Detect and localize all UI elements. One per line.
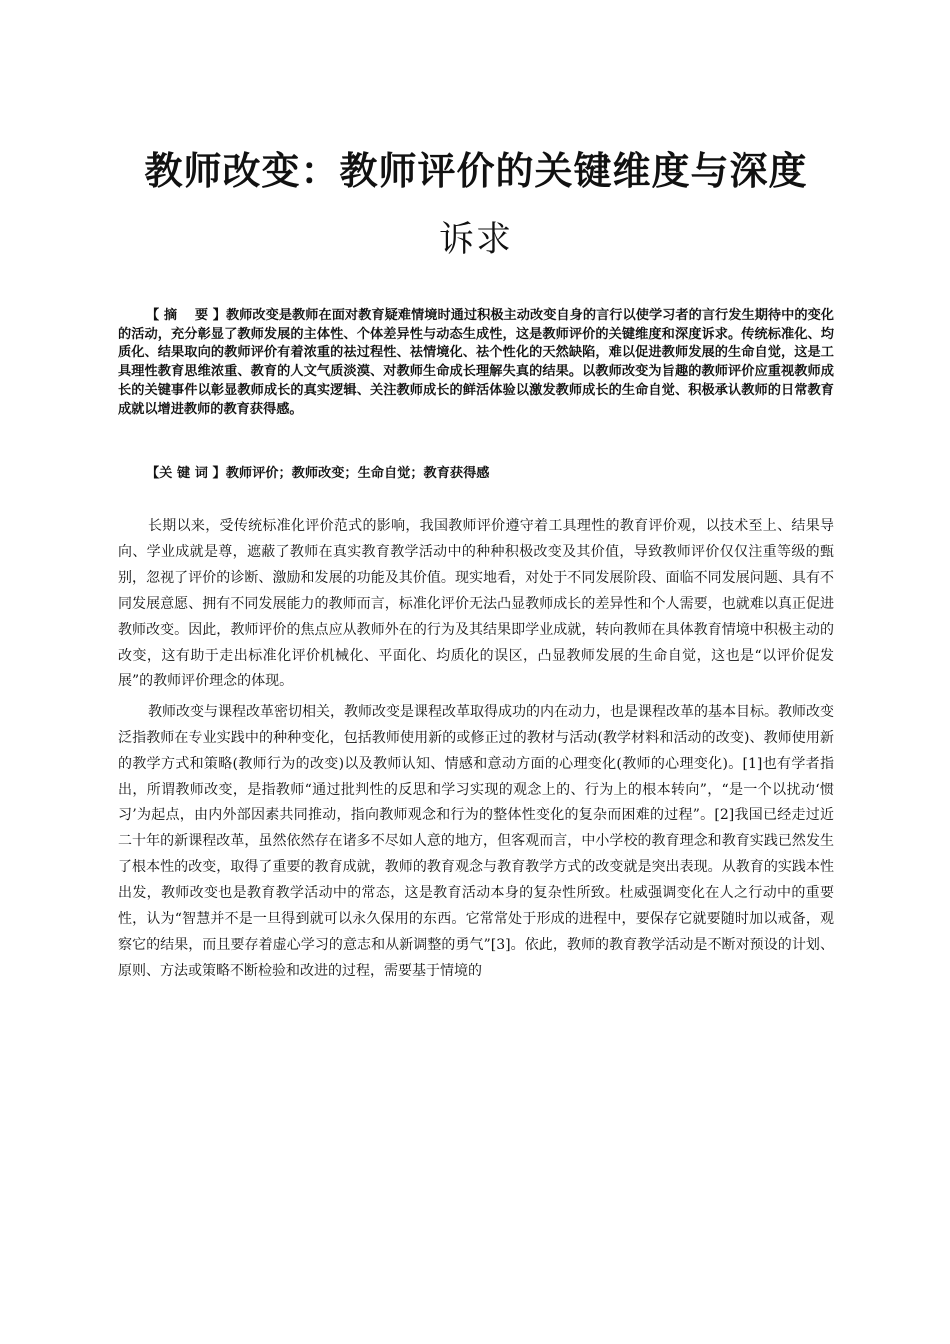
article-body (118, 514, 834, 989)
body-paragraph: 教师改变与课程改革密切相关，教师改变是课程改革取得成功的内在动力，也是课程改革的基本目标。教师改变泛指教师在专业实践中的种种变化，包括教师使用新的或修正过的教材与活动(教学材料和活动的改变)、教师使用新的教学方式和策略(教师行为的改变)以及教师认知、情感和意动方面的心理变化(教师的心理变化)。[1]也有学者指出，所谓教师改变，是指教师“通过批判性的反思和学习实现的观念上的、行为上的根本转向”，“是一个以扰动‘惯习’为起点，由内外部因素共同推动，指向教师观念和行为的整体性变化的复杂而困难的过程”。[2]我国已经走过近二十年的新课程改革，虽然依然存在诸多不尽如人意的地方，但客观而言，中小学校的教育理念和教育实践已然发生了根本性的改变，取得了重要的教育成就，教师的教育观念与教育教学方式的改变就是突出表现。从教育的实践本性出发，教师改变也是教育教学活动中的常态，这是教育活动本身的复杂性所致。杜威强调变化在人之行动中的重要性，认为“智慧并不是一旦得到就可以永久保用的东西。它常常处于形成的进程中，要保存它就要随时加以戒备，观察它的结果，而且要存着虚心学习的意志和从新调整的勇气”[3]。依此，教师的教育教学活动是不断对预设的计划、原则、方法或策略不断检验和改进的过程，需要基于情境的 (118, 703, 834, 979)
article-title-line-1: 教师改变：教师评价的关键维度与深度 (144, 148, 808, 193)
abstract (118, 307, 834, 419)
article-title-line-2: 诉求 (438, 220, 513, 260)
abstract-label: 【 摘 要 】 (146, 308, 226, 323)
body-paragraph: 长期以来，受传统标准化评价范式的影响，我国教师评价遵守着工具理性的教育评价观，以技术至上、结果导向、学业成就是尊，遮蔽了教师在真实教育教学活动中的种种积极改变及其价值，导致教师评价仅仅注重等级的甄别，忽视了评价的诊断、激励和发展的功能及其价值。现实地看，对处于不同发展阶段、面临不同发展问题、具有不同发展意愿、拥有不同发展能力的教师而言，标准化评价无法凸显教师成长的差异性和个人需要，也就难以真正促进教师改变。因此，教师评价的焦点应从教师外在的行为及其结果即学业成就，转向教师在具体教育情境中积极主动的改变，这有助于走出标准化评价机械化、平面化、均质化的误区，凸显教师发展的生命自觉，这也是“以评价促发展”的教师评价理念的体现。 (118, 518, 834, 690)
keywords (118, 465, 834, 483)
keywords-label: 【关 键 词 】 (146, 466, 226, 481)
abstract-text: 教师改变是教师在面对教育疑难情境时通过积极主动改变自身的言行以使学习者的言行发生期待中的变化的活动，充分彰显了教师发展的主体性、个体差异性与动态生成性，这是教师评价的关键维度和深度诉求。传统标准化、均质化、结果取向的教师评价有着浓重的祛过程性、祛情境化、祛个性化的天然缺陷，难以促进教师发展的生命自觉，这是工具理性教育思维浓重、教育的人文气质淡漠、对教师生命成长理解失真的结果。以教师改变为旨趣的教师评价应重视教师成长的关键事件以彰显教师成长的真实逻辑、关注教师成长的鲜活体验以激发教师成长的生命自觉、积极承认教师的日常教育成就以增进教师的教育获得感。 (118, 308, 834, 417)
keywords-text: 教师评价；教师改变；生命自觉；教育获得感 (225, 466, 490, 481)
